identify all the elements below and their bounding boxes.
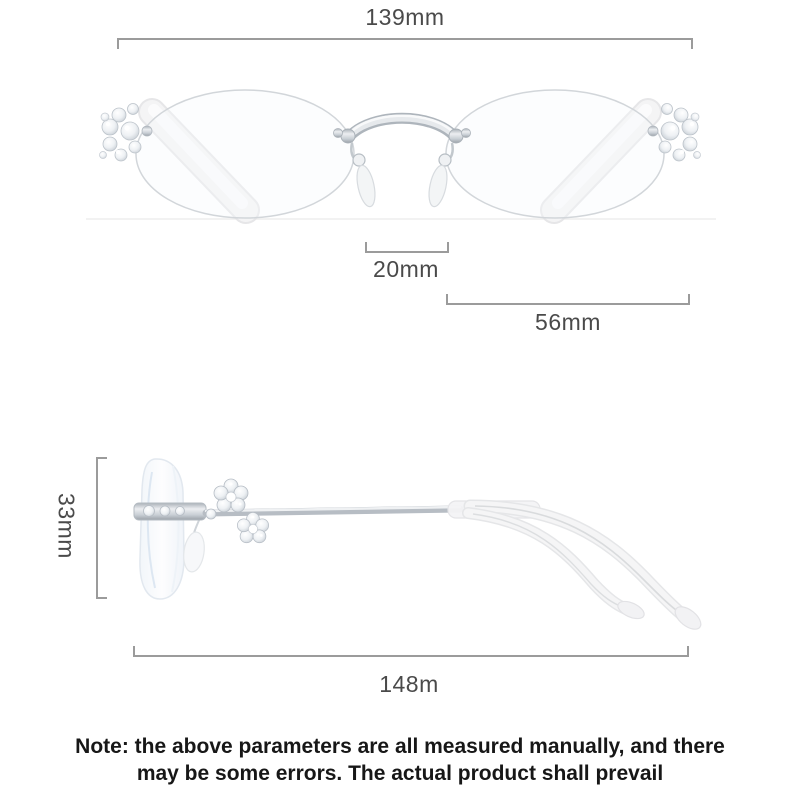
side-hinge-endpiece	[134, 503, 206, 520]
front-right-crystal-ornament	[648, 104, 701, 162]
disclaimer-note-line1: Note: the above parameters are all measured manually, and there	[75, 735, 725, 758]
front-left-crystal-ornament	[100, 104, 153, 162]
lens-height-label: 33mm	[53, 493, 80, 559]
side-temple-arm-far	[470, 506, 705, 634]
disclaimer-note	[40, 733, 760, 787]
side-temple-sleeve	[448, 501, 540, 518]
side-temple-bar	[206, 507, 460, 513]
front-temple-arms	[152, 110, 648, 210]
lens-width-bracket	[446, 294, 690, 305]
side-crystal-flower-lower	[237, 512, 268, 542]
bridge-width-label: 20mm	[373, 256, 439, 282]
disclaimer-note-line2: may be some errors. The actual product shall prevail	[136, 762, 664, 785]
front-nose-pads	[351, 143, 453, 208]
lens-width-label: 56mm	[535, 309, 601, 335]
glasses-side-view-image	[134, 459, 705, 634]
side-nose-pad	[181, 518, 206, 573]
front-left-lens	[136, 90, 354, 218]
frame-width-bracket	[117, 38, 693, 49]
side-temple-arm-near	[468, 513, 647, 622]
front-right-lens	[446, 90, 664, 218]
front-bridge	[334, 116, 471, 143]
frame-width-label: 139mm	[365, 4, 445, 30]
bridge-width-bracket	[365, 242, 449, 253]
glasses-front-view-image	[86, 90, 716, 219]
temple-length-label: 148m	[379, 671, 439, 697]
side-lens-profile	[140, 459, 184, 599]
temple-length-bracket	[133, 646, 689, 657]
side-crystal-flower-upper	[214, 479, 248, 512]
lens-height-bracket	[96, 457, 107, 599]
